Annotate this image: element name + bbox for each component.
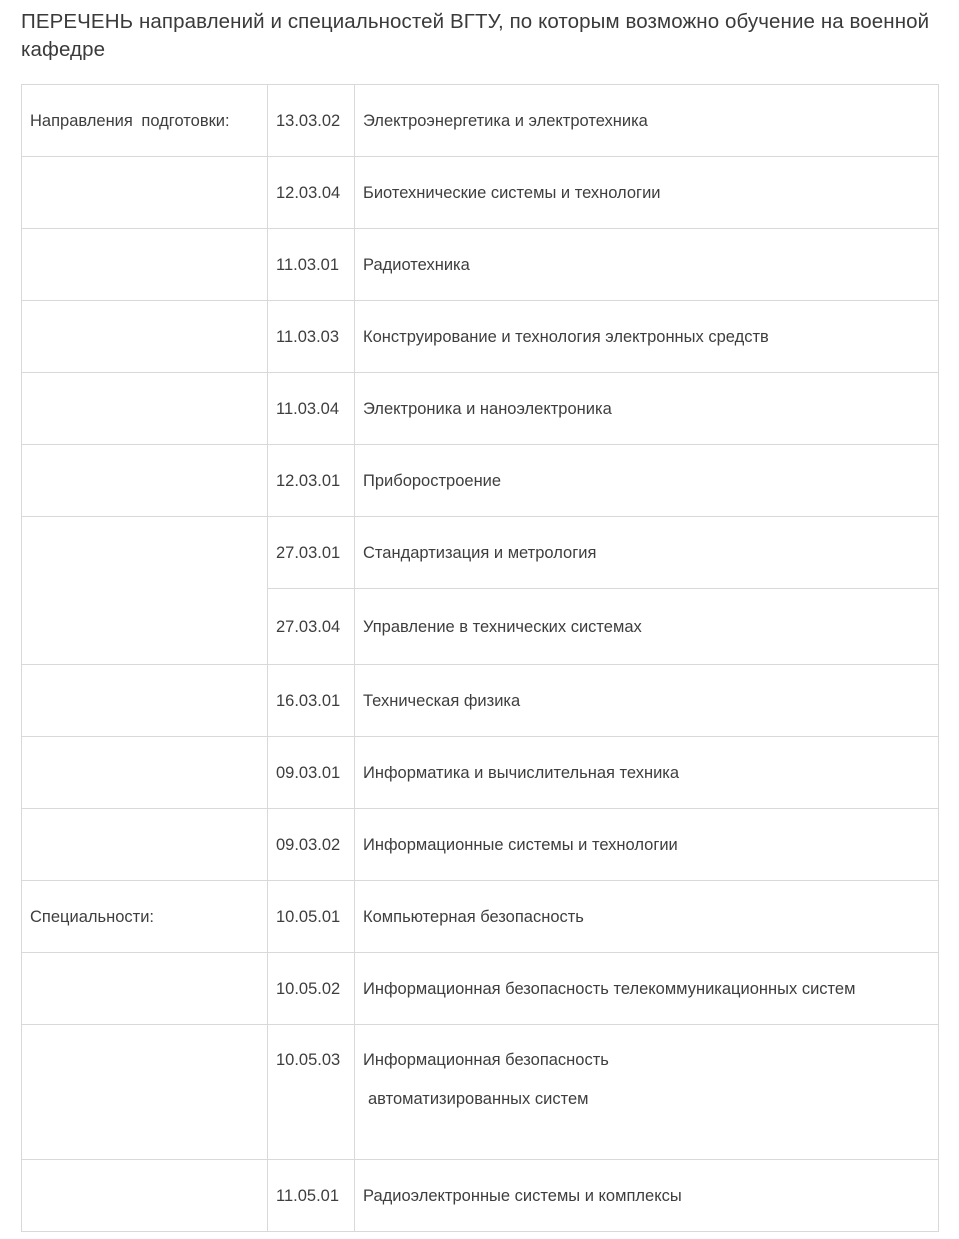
name-line-2: автоматизированных систем [368, 1090, 589, 1108]
code-cell: 13.03.02 [268, 85, 355, 157]
table-row [22, 85, 939, 157]
code-cell: 11.03.01 [268, 229, 355, 301]
code-cell: 11.03.03 [268, 301, 355, 373]
name-cell: Электроэнергетика и электротехника [355, 85, 939, 157]
name-cell [355, 1025, 939, 1160]
name-cell: Информационные системы и технологии [355, 809, 939, 881]
name-cell: Биотехнические системы и технологии [355, 157, 939, 229]
code-cell: 27.03.01 [268, 517, 355, 589]
table-row [22, 445, 939, 517]
category-cell [22, 665, 268, 737]
code-cell: 11.05.01 [268, 1160, 355, 1232]
category-cell [22, 445, 268, 517]
table-row [22, 881, 939, 953]
category-cell [22, 517, 268, 665]
category-cell [22, 1160, 268, 1232]
category-cell [22, 737, 268, 809]
table-row [22, 665, 939, 737]
table-row [22, 157, 939, 229]
table-row [22, 373, 939, 445]
name-line-1: Информационная безопасность [363, 1051, 609, 1069]
code-cell: 09.03.01 [268, 737, 355, 809]
name-cell: Стандартизация и метрология [355, 517, 939, 589]
name-cell: Радиоэлектронные системы и комплексы [355, 1160, 939, 1232]
name-cell: Информационная безопасность телекоммуникационных систем [355, 953, 939, 1025]
name-cell: Информатика и вычислительная техника [355, 737, 939, 809]
code-cell: 11.03.04 [268, 373, 355, 445]
name-cell: Приборостроение [355, 445, 939, 517]
category-cell [22, 301, 268, 373]
code-cell: 16.03.01 [268, 665, 355, 737]
code-cell: 12.03.04 [268, 157, 355, 229]
table-row [22, 953, 939, 1025]
name-cell: Компьютерная безопасность [355, 881, 939, 953]
code-cell: 27.03.04 [268, 589, 355, 665]
specialties-table [21, 84, 939, 1232]
table-row [22, 301, 939, 373]
category-cell: Специальности: [22, 881, 268, 953]
category-cell [22, 373, 268, 445]
table-row [22, 737, 939, 809]
page-title: ПЕРЕЧЕНЬ направлений и специальностей ВГТУ, по которым возможно обучение на военной кафедре [21, 10, 930, 61]
code-cell: 10.05.03 [268, 1025, 355, 1160]
name-cell: Электроника и наноэлектроника [355, 373, 939, 445]
name-cell: Конструирование и технология электронных средств [355, 301, 939, 373]
category-cell [22, 229, 268, 301]
category-cell [22, 157, 268, 229]
name-cell: Техническая физика [355, 665, 939, 737]
name-cell: Управление в технических системах [355, 589, 939, 665]
category-cell [22, 953, 268, 1025]
code-cell: 10.05.02 [268, 953, 355, 1025]
category-cell [22, 1025, 268, 1160]
code-cell: 10.05.01 [268, 881, 355, 953]
table-row [22, 517, 939, 589]
table-row [22, 1025, 939, 1160]
code-cell: 09.03.02 [268, 809, 355, 881]
table-row [22, 229, 939, 301]
code-cell: 12.03.01 [268, 445, 355, 517]
category-cell [22, 809, 268, 881]
table-row [22, 809, 939, 881]
name-cell: Радиотехника [355, 229, 939, 301]
table-row [22, 1160, 939, 1232]
category-cell: Направления подготовки: [22, 85, 268, 157]
